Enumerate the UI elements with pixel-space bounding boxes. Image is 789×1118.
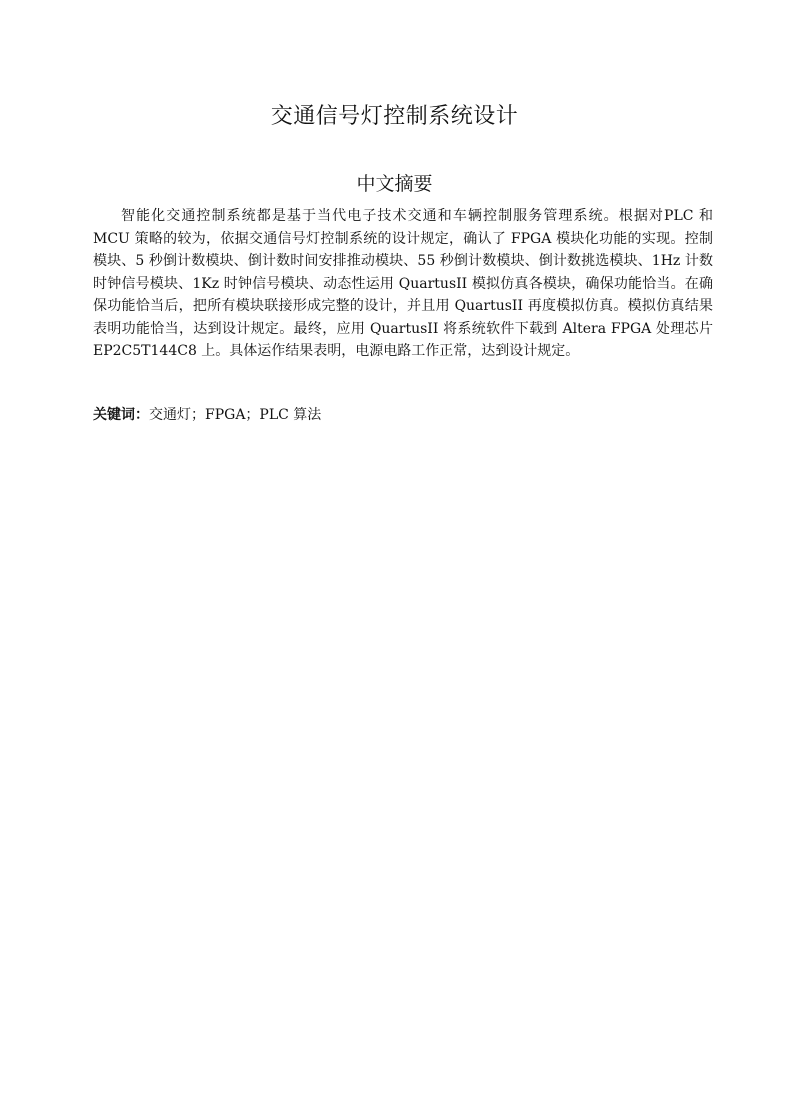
- document-title: 交通信号灯控制系统设计: [270, 104, 519, 129]
- abstract-paragraph: 智能化交通控制系统都是基于当代电子技术交通和车辆控制服务管理系统。根据对PLC 和 MCU 策略的较为，依据交通信号灯控制系统的设计规定，确认了 FPGA 模块化功能的实现。控制模块、5 秒倒计数模块、倒计数时间安排推动模块、55 秒倒计数模块、倒计数挑选模块、1Hz 计数时钟信号模块、1Kz 时钟信号模块、动态性运用 QuartusII 模拟仿真各模块，确保功能恰当。在确保功能恰当后，把所有模块联接形成完整的设计，并且用 QuartusII 再度模拟仿真。模拟仿真结果表明功能恰当，达到设计规定。最终，应用 QuartusII 将系统软件下载到 Altera FPGA 处理芯片 EP2C5T144C8 上。具体运作结果表明，电源电路工作正常，达到设计规定。: [93, 208, 713, 359]
- keywords-label: 关键词：: [93, 407, 149, 423]
- abstract-heading: 中文摘要: [356, 173, 433, 195]
- keywords-line: [93, 404, 713, 426]
- keywords-text: 交通灯；FPGA；PLC 算法: [149, 407, 322, 423]
